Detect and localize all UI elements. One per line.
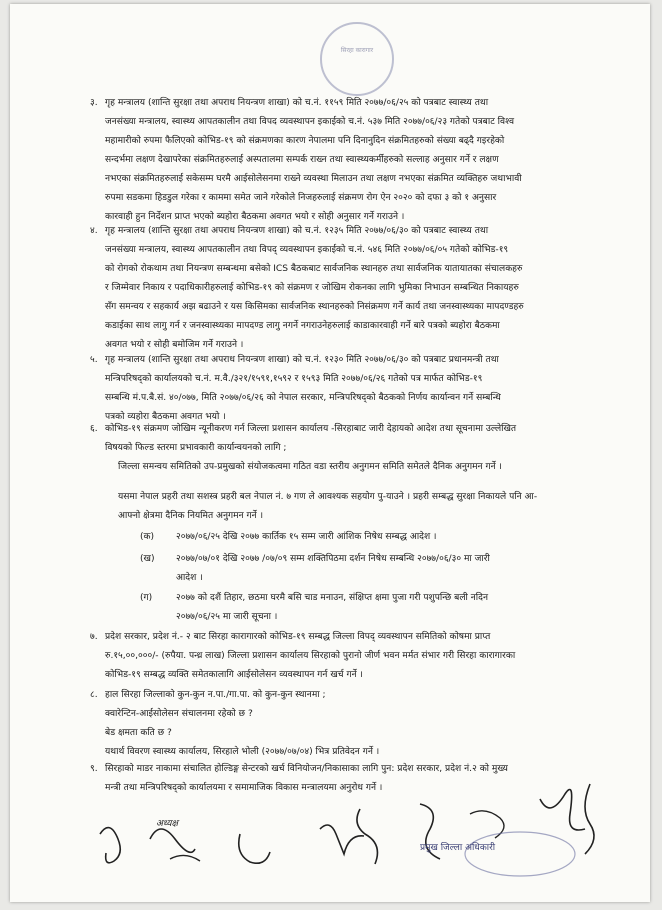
line: कोभिड-१९ सम्बद्ध व्यक्ति समेतकालागि आईसोलेसन व्यवस्थापन गर्न खर्च गर्ने । — [105, 670, 363, 680]
line: यथार्थ विवरण स्वास्थ्य कार्यालय, सिरहाले भोली (२०७७/०७/०४) भित्र प्रतिवेदन गर्ने । — [105, 747, 380, 757]
line: र जिम्मेवार निकाय र पदाधिकारीहरुलाई कोभिड-१९ को संक्रमण र जोखिम रोकनका लागि भुमिका निभाउन सम्बन्धित निकायहरु — [105, 283, 519, 293]
line: प्रदेश सरकार, प्रदेश नं.- २ बाट सिरहा कारागारको कोभिड-१९ सम्बद्ध जिल्ला विपद् व्यवस्थापन समितिको कोषमा प्राप्त — [105, 632, 491, 642]
item-5 — [90, 351, 630, 427]
subitem-ga — [140, 589, 630, 627]
line: को रोगको रोकथाम तथा नियन्त्रण सम्बन्धमा बसेको ICS बैठकबाट सार्वजनिक स्थानहरु तथा सार्वजनिक यातायातका संचालकहरु — [105, 264, 523, 274]
line: रु.१५,००,०००/- (रुपैया. पन्ध्र लाख) जिल्ला प्रशासन कार्यालय सिरहाको पुरानो जीर्ण भवन मर्मत संभार गरी सिरहा कारागारका — [105, 651, 516, 661]
line: क्वारेन्टिन-आईसोलेसन संचालनमा रहेको छ ? — [105, 709, 253, 719]
line: आदेश । — [176, 573, 203, 583]
item-number: ४. — [90, 226, 98, 236]
seal-text: सिरहा कारागार — [340, 47, 374, 54]
signature-label: अध्यक्ष — [156, 819, 178, 829]
line: रुपमा सडकमा हिडडुल गरेका र काममा समेत जाने गरेकोले निजहरुलाई संक्रमण रोग ऐन २०२० को दफा ३ को १ अनुसार — [105, 193, 497, 203]
line: सन्दर्भमा लक्षण देखापरेका संक्रमितहरुलाई अस्पतालमा सम्पर्क राख्न तथा स्वास्थ्यकर्मीहरुको सल्लाह अनुसार गर्ने र लक्षण — [105, 155, 499, 165]
item-number: ५. — [90, 355, 98, 365]
line: पत्रको व्यहोरा बैठकमा अवगत भयो । — [105, 412, 226, 422]
line: जनसंख्या मन्त्रालय, स्वास्थ्य आपतकालीन तथा विपद व्यवस्थापन इकाईको च.नं. ५३७ मिति २०७७/०६/२३ गतेको पत्रबाट विश्व — [105, 117, 515, 127]
item-4 — [90, 222, 630, 355]
subitem-label: (ग) — [140, 593, 153, 603]
document-page — [10, 4, 650, 902]
line: गृह मन्त्रालय (शान्ति सुरक्षा तथा अपराध नियन्त्रण शाखा) को च.नं. १२३० मिति २०७७/०६/३० को पत्रबाट प्रधानमन्त्री तथा — [105, 355, 499, 365]
subitem-kha — [140, 550, 630, 588]
line: कारवाही हुन निर्देशन प्राप्त भएको ब्यहोरा बैठकमा अवगत भयो र सोही अनुसार गर्ने गराउने । — [105, 212, 405, 222]
line: हाल सिरहा जिल्लाको कुन-कुन न.पा./गा.पा. को कुन-कुन स्थानमा ; — [105, 690, 326, 700]
line: विषयको फिल्ड स्तरमा प्रभावकारी कार्यान्वयनको लागि ; — [105, 443, 287, 453]
line: अवगत भयो र सोही बमोजिम गर्ने गराउने । — [105, 340, 244, 350]
item-6 — [90, 420, 630, 458]
line: २०७७/०७/०१ देखि २०७७ /०७/०९ सम्म शक्तिपिठमा दर्शन निषेध सम्बन्धि २०७७/०६/३० मा जारी — [176, 554, 490, 564]
line: सम्बन्धि मं.प.बै.सं. ४०/०७७, मिति २०७७/०६/२६ को नेपाल सरकार, मन्त्रिपरिषद्को बैठकको निर्णय कार्यान्वन गर्ने सम्बन्धि — [105, 393, 501, 403]
line: गृह मन्त्रालय (शान्ति सुरक्षा तथा अपराध नियन्त्रण शाखा) को च.नं. १२३५ मिति २०७७/०६/३० को पत्रबाट स्वास्थ्य तथा — [105, 226, 489, 236]
item-number: ३. — [90, 98, 98, 108]
line: गृह मन्त्रालय (शान्ति सुरक्षा तथा अपराध नियन्त्रण शाखा) को च.नं. ११५९ मिति २०७७/०६/२५ को पत्रबाट स्वास्थ्य तथा — [105, 98, 489, 108]
line: कडाईका साथ लागु गर्न र जनस्वास्थ्यका मापदण्ड लागु नगर्ने नगराउनेहरुलाई काडाकारवाही गर्ने बारे पत्रको ब्यहोरा बैठकमा — [105, 321, 500, 331]
line: बेड क्षमता कति छ ? — [105, 728, 172, 738]
subitem-label: (क) — [140, 532, 155, 542]
item-3 — [90, 94, 630, 227]
line: जिल्ला समन्वय समितिको उप-प्रमुखको संयोजकत्वमा गठित वडा स्तरीय अनुगमन समिति समेतले दैनिक अनुगमन गर्ने । — [118, 462, 502, 472]
subitem-label: (ख) — [140, 554, 155, 564]
line: कोभिड-१९ संक्रमण जोखिम न्यूनीकरण गर्न जिल्ला प्रशासन कार्यालय -सिरहाबाट जारी देहायको आदेश तथा सूचनामा उल्लेखित — [105, 424, 517, 434]
line: आफ्नो क्षेत्रमा दैनिक नियमित अनुगमन गर्ने । — [118, 511, 264, 521]
line: २०७७ को दशैं तिहार, छठमा घरमै बसि चाड मनाउन, संक्षिप्त क्षमा पुजा गरी पशुपन्छि बली नदिन — [176, 593, 489, 603]
subitem-ka — [140, 528, 630, 547]
office-seal — [320, 22, 394, 96]
line: महामारीको रुपमा फैलिएको कोभिड-१९ को संक्रमणका कारण नेपालमा पनि दिनानुदिन संक्रमितहरुको संख्या बढ्दै गइरहेको — [105, 136, 505, 146]
line: जनसंख्या मन्त्रालय, स्वास्थ्य आपतकालीन तथा विपद् व्यवस्थापन इकाईको च.नं. ५४६ मिति २०७७/०६/०५ गतेको कोभिड-१९ — [105, 245, 509, 255]
item-8 — [90, 686, 630, 762]
official-stamp: प्रमुख जिल्ला अधिकारी — [420, 843, 496, 853]
item-number: ६. — [90, 424, 98, 434]
item-9 — [90, 760, 630, 798]
line: २०७७/०६/२५ मा जारी सूचना । — [176, 612, 278, 622]
item-6-paragraph-2 — [118, 488, 633, 526]
line: सिरहाको माडर नाकामा संचालित होल्डिङ्ग सेन्टरको खर्च विनियोजन/निकासाका लागि पुन: प्रदेश सरकार, प्रदेश नं.२ को मुख्य — [105, 764, 508, 774]
line: सँग समन्वय र सहकार्य अझ बढाउने र यस किसिमका सार्वजनिक स्थानहरुको निसंक्रमण गर्ने कार्य तथा जनस्वास्थ्यका मापदण्डहरु — [105, 302, 524, 312]
line: मन्त्रिपरिषद्को कार्यालयको च.नं. म.वै./३२१/१५९१,१५९२ र १५९३ मिति २०७७/०६/२६ गतेको पत्र मार्फत कोभिड-१९ — [105, 374, 483, 384]
item-number: ९. — [90, 764, 98, 774]
item-number: ८. — [90, 690, 98, 700]
item-7 — [90, 628, 630, 685]
line: मन्त्री तथा मन्त्रिपरिषद्को कार्यालयमा र समामाजिक विकास मन्त्रालयमा अनुरोध गर्ने । — [105, 783, 383, 793]
line: यसमा नेपाल प्रहरी तथा सशस्त्र प्रहरी बल नेपाल नं. ७ गण ले आवश्यक सहयोग पु-याउने । प्रहरी सम्बद्ध सुरक्षा निकायले पनि आ- — [118, 492, 538, 502]
line: २०७७/०६/२५ देखि २०७७ कार्तिक १५ सम्म जारी आंशिक निषेध सम्बद्ध आदेश । — [176, 532, 437, 542]
line: नभएका संक्रमितहरुलाई सकेसम्म घरमै आईसोलेसनमा राख्ने व्यवस्था मिलाउन तथा लक्षण नभएका संक्रमित व्यक्तिहरु जथाभावी — [105, 174, 522, 184]
item-6-paragraph-1 — [118, 458, 628, 477]
item-number: ७. — [90, 632, 98, 642]
